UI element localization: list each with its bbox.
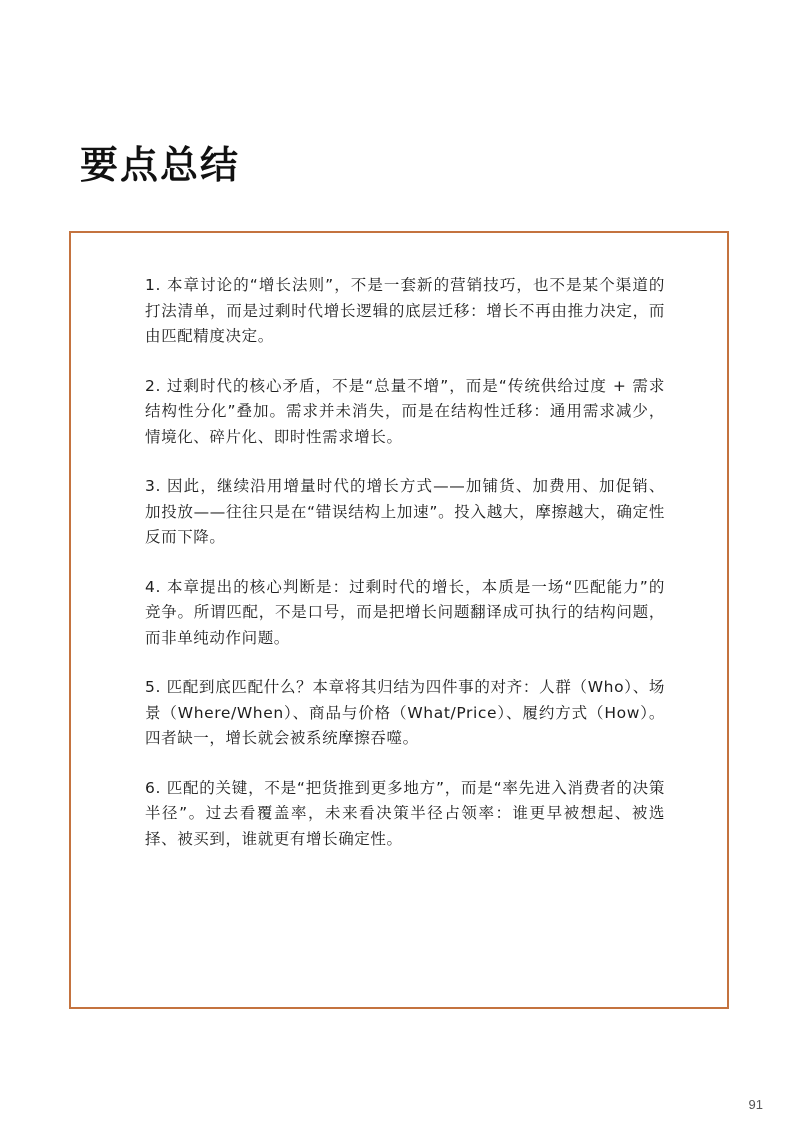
key-point-3: 3. 因此，继续沿用增量时代的增长方式——加铺货、加费用、加促销、加投放——往往只是在“错误结构上加速”。投入越大，摩擦越大，确定性反而下降。 xyxy=(145,477,665,546)
key-point-2: 2. 过剩时代的核心矛盾，不是“总量不增”，而是“传统供给过度 + 需求结构性分化”叠加。需求并未消失，而是在结构性迁移：通用需求减少，情境化、碎片化、即时性需求增长。 xyxy=(145,376,665,446)
key-point-5: 5. 匹配到底匹配什么？本章将其归结为四件事的对齐：人群（Who）、场景（Where/When）、商品与价格（What/Price）、履约方式（How）。四者缺一，增长就会被系统摩擦吞噬。 xyxy=(145,678,665,747)
key-point-4: 4. 本章提出的核心判断是：过剩时代的增长，本质是一场“匹配能力”的竞争。所谓匹配，不是口号，而是把增长问题翻译成可执行的结构问题，而非单纯动作问题。 xyxy=(145,577,665,647)
key-point-1: 1. 本章讨论的“增长法则”，不是一套新的营销技巧，也不是某个渠道的打法清单，而是过剩时代增长逻辑的底层迁移：增长不再由推力决定，而由匹配精度决定。 xyxy=(145,276,665,345)
page-title: 要点总结 xyxy=(80,143,241,188)
key-points-box xyxy=(69,231,729,1009)
key-points-list xyxy=(145,273,665,876)
key-point-6: 6. 匹配的关键，不是“把货推到更多地方”，而是“率先进入消费者的决策半径”。过去看覆盖率，未来看决策半径占领率：谁更早被想起、被选择、被买到，谁就更有增长确定性。 xyxy=(145,778,665,848)
page-number: 91 xyxy=(748,1097,763,1112)
